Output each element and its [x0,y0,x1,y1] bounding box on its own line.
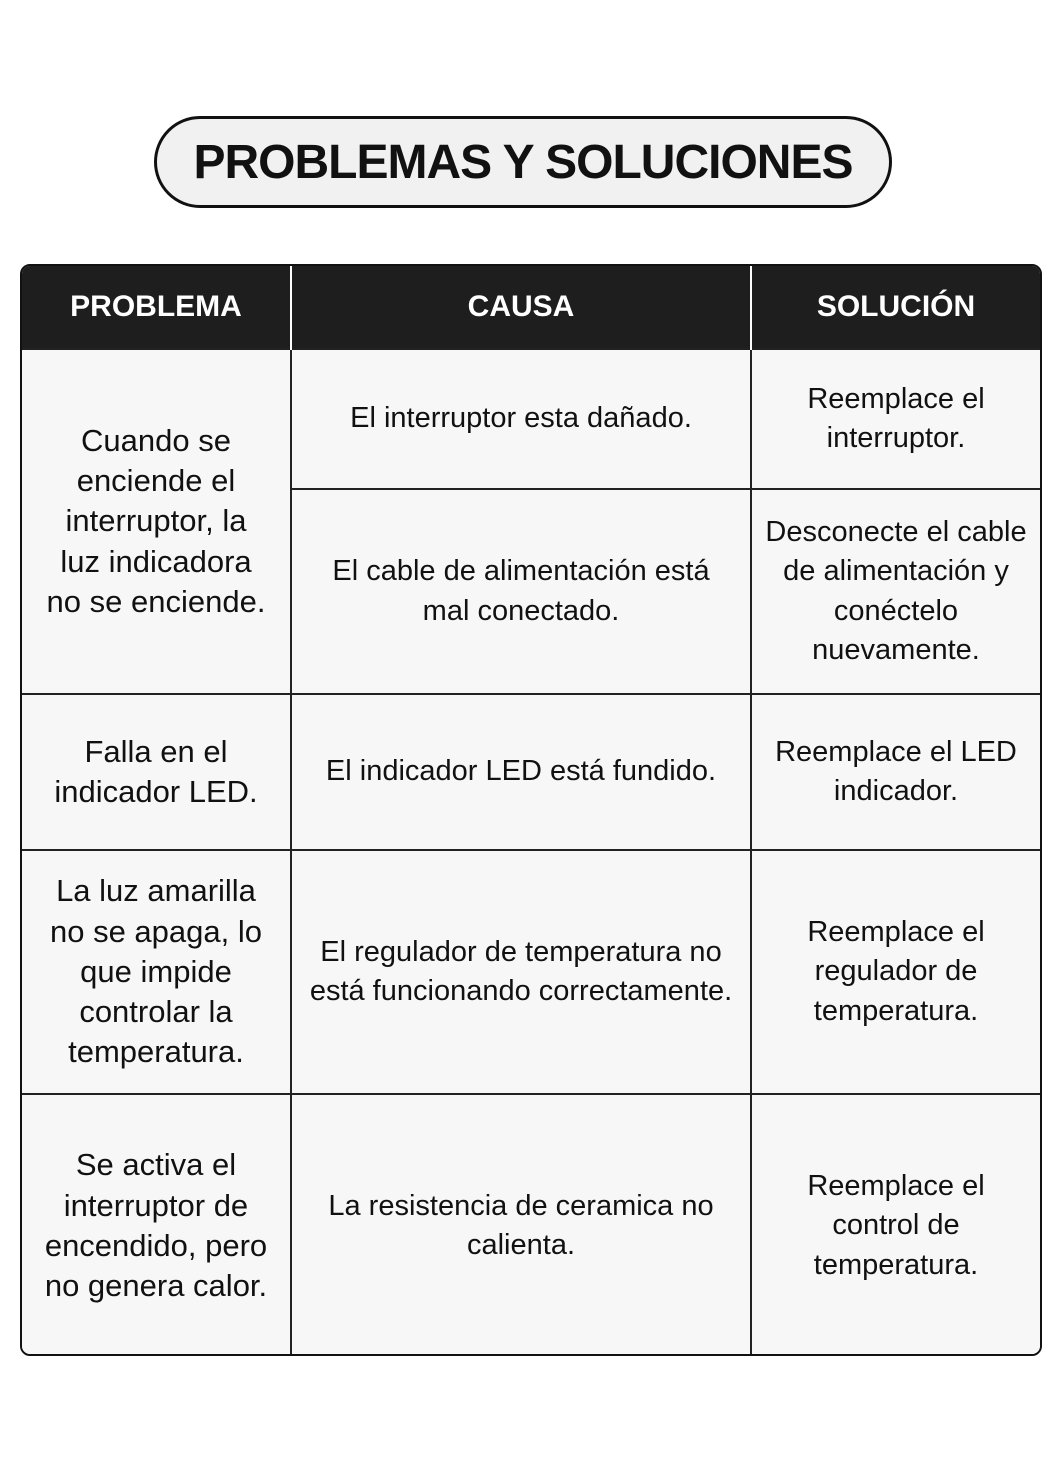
solution-cell: Reemplace el control de temperatura. [751,1094,1040,1356]
table-row [22,694,1040,850]
table-row [22,1094,1040,1356]
table [22,266,1040,1356]
solution-cell: Reemplace el regulador de temperatura. [751,850,1040,1094]
cause-cell: El regulador de temperatura no está funcionando correctamente. [291,850,751,1094]
cause-cell: El indicador LED está fundido. [291,694,751,850]
table-header-row [22,266,1040,349]
cause-cell: El cable de alimentación está mal conectado. [291,489,751,694]
problem-cell: Cuando se enciende el interruptor, la luz indicadora no se enciende. [22,349,291,694]
solution-cell: Reemplace el LED indicador. [751,694,1040,850]
cause-cell: La resistencia de ceramica no calienta. [291,1094,751,1356]
table-row [22,349,1040,489]
page-title: PROBLEMAS Y SOLUCIONES [193,135,853,189]
table-row [22,850,1040,1094]
header-problem: PROBLEMA [22,266,291,349]
header-solution: SOLUCIÓN [751,266,1040,349]
cause-cell: El interruptor esta dañado. [291,349,751,489]
solution-cell: Reemplace el interruptor. [751,349,1040,489]
problem-cell: Falla en el indicador LED. [22,694,291,850]
header-cause: CAUSA [291,266,751,349]
solution-cell: Desconecte el cable de alimentación y conéctelo nuevamente. [751,489,1040,694]
problem-cell: Se activa el interruptor de encendido, pero no genera calor. [22,1094,291,1356]
title-banner [154,116,892,208]
problem-cell: La luz amarilla no se apaga, lo que impide controlar la temperatura. [22,850,291,1094]
troubleshooting-table [20,264,1042,1356]
